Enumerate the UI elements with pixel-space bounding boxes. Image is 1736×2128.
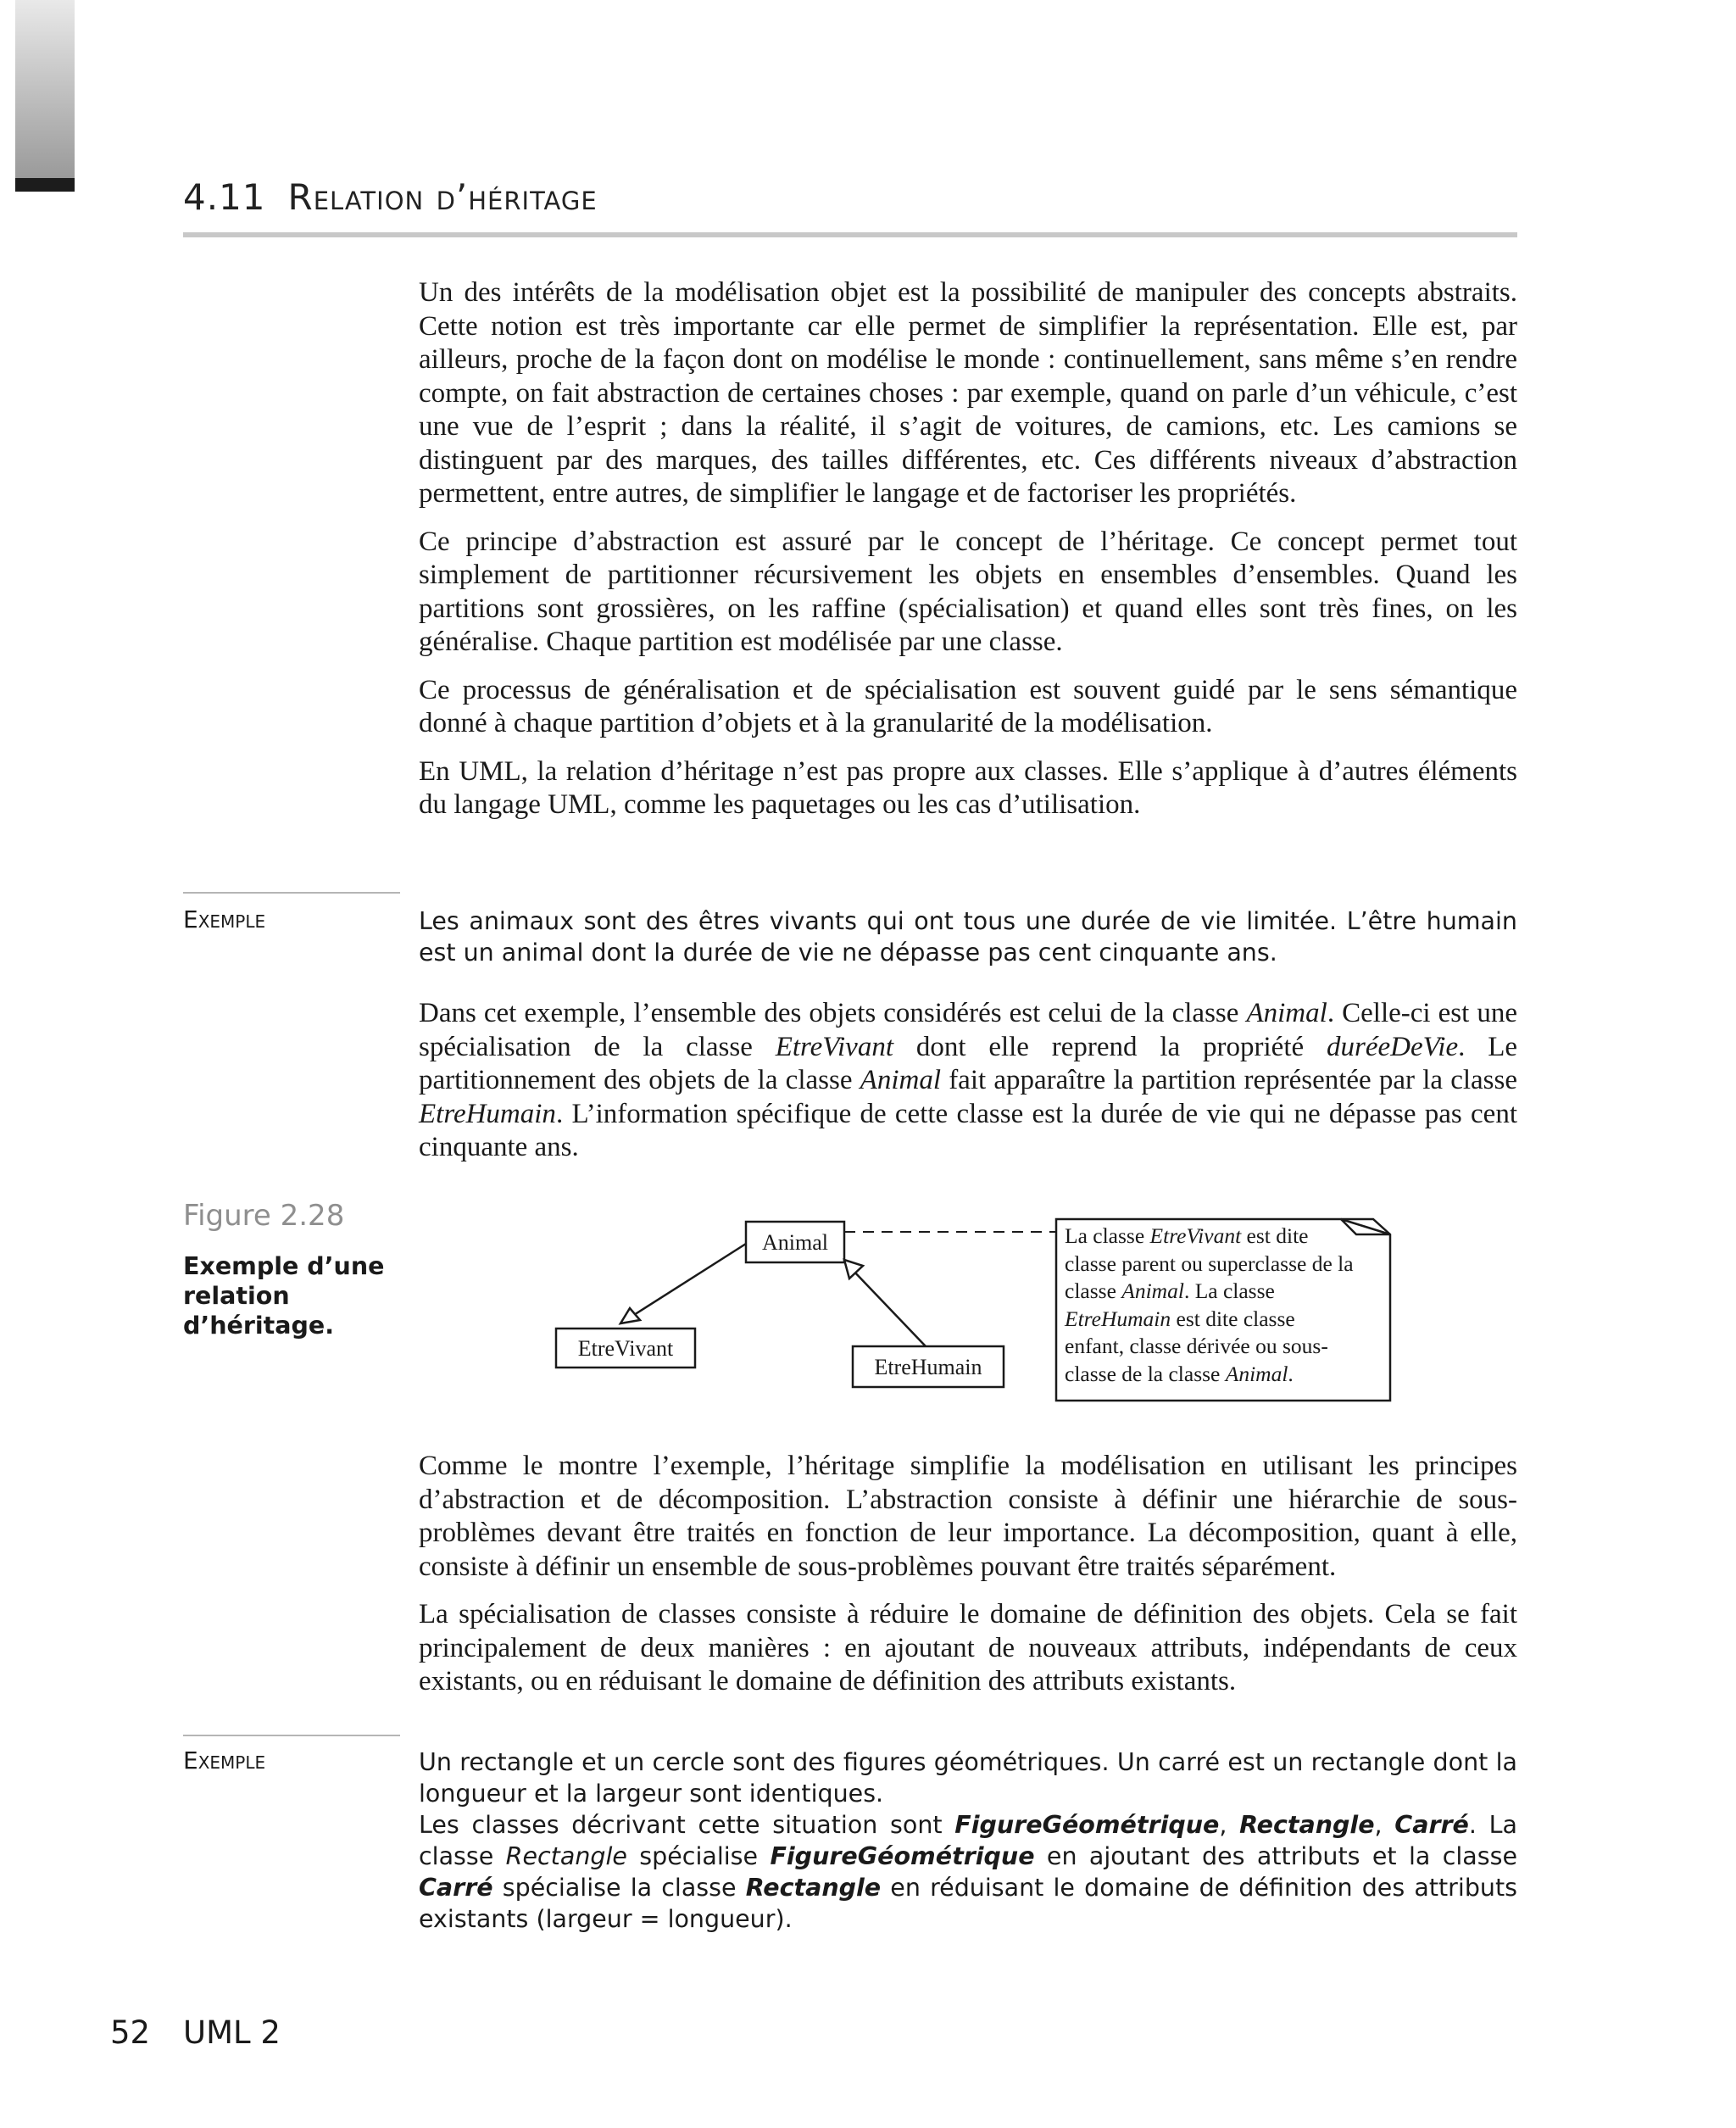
class-name: Rectangle xyxy=(745,1874,882,1902)
example-rule xyxy=(183,892,400,894)
class-name: Carré xyxy=(1394,1811,1469,1839)
paragraph: En UML, la relation d’héritage n’est pas propre aux classes. Elle s’applique à d’autres éléments du langage UML, comme les paquetages ou les cas d’utilisation. xyxy=(419,755,1517,820)
figure-number: Figure 2.28 xyxy=(183,1199,345,1233)
generalization-line-etre-humain xyxy=(851,1268,926,1346)
intro-text xyxy=(419,276,1517,837)
example-2-text: Un rectangle et un cercle sont des figures géométriques. Un carré est un rectangle dont la longueur et la largeur sont identiques. Les classes décrivant cette situation sont FigureGéométrique, Rectangle, Carré. La classe Rectangle spécialise FigureGéométrique en ajoutant des attributs et la classe Carré spécialise la classe Rectangle en réduisant le domaine de définition des attributs existants (largeur = longueur). xyxy=(419,1748,1518,1933)
paragraph: Comme le montre l’exemple, l’héritage simplifie la modélisation en utilisant les principes d’abstraction et de décomposition. L’abstraction consiste à définir une hiérarchie de sous-problèmes devant être traités en fonction de leur importance. La décomposition, quant à elle, consiste à définir un ensemble de sous-problèmes pouvant être traités séparément. xyxy=(419,1451,1517,1582)
section-title: Relation d’héritage xyxy=(287,176,598,218)
section-heading xyxy=(183,176,1517,218)
class-label-etre-humain: EtreHumain xyxy=(874,1355,982,1379)
class-label-etre-vivant: EtreVivant xyxy=(577,1336,674,1361)
paragraph: Ce principe d’abstraction est assuré par le concept de l’héritage. Ce concept permet tout simplement de partitionner récursivement les objets en ensembles d’ensembles. Quand les partitions sont grossières, on les raffine (spécialisation) et quand elles sont très fines, on les généralise. Chaque partition est modélisée par une classe. xyxy=(419,526,1517,657)
example-1-explanation: Dans cet exemple, l’ensemble des objets considérés est celui de la classe Animal. Celle-ci est une spécialisation de la classe EtreVivant dont elle reprend la propriété duréeDeVie. Le partitionnement des objets de la classe Animal fait apparaître la partition représentée par la classe EtreHumain. L’information spécifique de cette classe est la durée de vie qui ne dépasse pas cent cinquante ans. xyxy=(419,998,1518,1162)
section-number: 4.11 xyxy=(183,176,266,218)
class-name: Carré xyxy=(419,1874,493,1902)
paragraph: La spécialisation de classes consiste à réduire le domaine de définition des objets. Cela se fait principalement de deux manières : en ajoutant de nouveaux attributs, indépendants de ceux existants, ou en réduisant le domaine de définition des attributs existants. xyxy=(419,1599,1517,1696)
class-name: EtreVivant xyxy=(775,1031,893,1062)
example-label: Exemple xyxy=(183,1746,266,1774)
property-name: duréeDeVie xyxy=(1326,1031,1459,1062)
generalization-arrowhead-animal xyxy=(620,1308,640,1323)
generalization-arrowhead-etre-humain xyxy=(844,1260,863,1278)
class-label-animal: Animal xyxy=(762,1230,828,1255)
class-name: Animal xyxy=(860,1065,941,1095)
paragraph: Un des intérêts de la modélisation objet est la possibilité de manipuler des concepts abstraits. Cette notion est très importante car elle permet de simplifier la représentation. Elle est, par ailleurs, proche de la façon dont on modélise le monde : continuellement, sans même s’en rendre compte, on fait abstraction de certaines choses : par exemple, quand on parle d’un véhicule, c’est une vue de l’esprit ; dans la réalité, il s’agit de voitures, de camions, etc. Les camions se distinguent par des marques, des tailles différentes, etc. Ces différents niveaux d’abstraction permettent, entre autres, de simplifier le langage et de factoriser les propriétés. xyxy=(419,277,1517,509)
class-name: FigureGéométrique xyxy=(770,1842,1035,1870)
class-name: EtreHumain xyxy=(419,1098,556,1129)
class-name: FigureGéométrique xyxy=(954,1811,1220,1839)
chapter-thumb-tab xyxy=(15,0,75,178)
class-name: Rectangle xyxy=(1239,1811,1375,1839)
generalization-line-animal xyxy=(627,1244,746,1319)
figure-caption: Exemple d’une relation d’héritage. xyxy=(183,1252,385,1340)
after-figure-text xyxy=(419,1450,1517,1713)
page-number: 52 xyxy=(110,2014,151,2051)
chapter-thumb-bar xyxy=(15,178,75,192)
class-name: Animal xyxy=(1246,998,1327,1028)
class-name: Rectangle xyxy=(505,1842,627,1870)
running-footer-title: UML 2 xyxy=(183,2014,281,2051)
example-rule xyxy=(183,1735,400,1736)
example-label: Exemple xyxy=(183,905,266,933)
paragraph: Ce processus de généralisation et de spécialisation est souvent guidé par le sens sémantique donné à chaque partition d’objets et à la granularité de la modélisation. xyxy=(419,674,1517,738)
heading-rule xyxy=(183,232,1517,237)
example-1-text: Les animaux sont des êtres vivants qui ont tous une durée de vie limitée. L’être humain est un animal dont la durée de vie ne dépasse pas cent cinquante ans. xyxy=(419,907,1517,967)
uml-note-text: La classe EtreVivant est dite classe parent ou superclasse de la classe Animal. La classe EtreHumain est dite classe enfant, classe dérivée ou sous-classe de la classe Animal. xyxy=(1065,1223,1354,1386)
